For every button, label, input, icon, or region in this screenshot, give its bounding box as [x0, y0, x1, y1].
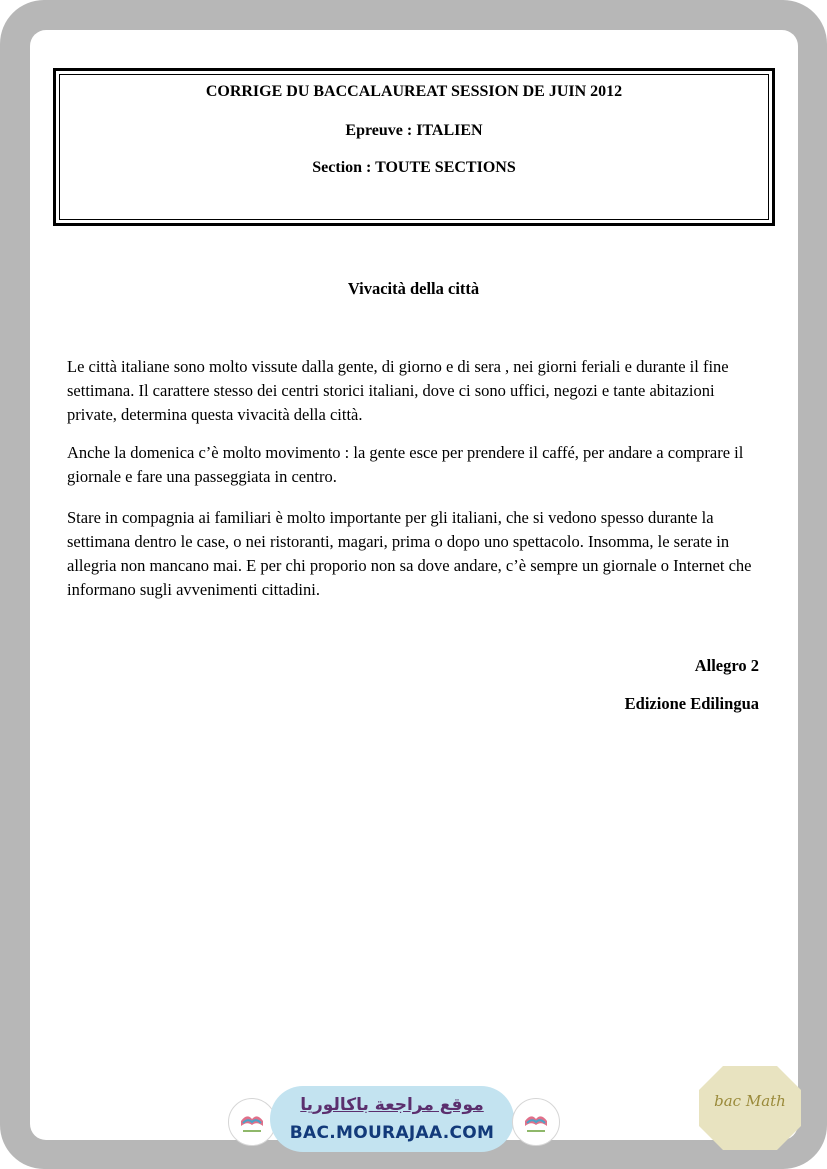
- header-inner-border: [59, 74, 769, 220]
- paragraph-3: Stare in compagnia ai familiari è molto importante per gli italiani, che si vedono spesso durante la settimana dentro le case, o nei ristoranti, magari, prima o dopo uno spettacolo. Insomma, le serate in allegria non mancano mai. E per chi proporio non sa dove andare, c’è sempre un giornale o Internet che informano sugli avvenimenti cittadini.: [67, 508, 752, 599]
- site-badge-left-icon: [228, 1098, 276, 1146]
- source-publisher: Edizione Edilingua: [624, 694, 759, 713]
- text-title: Vivacità della città: [347, 279, 480, 298]
- paragraph-2: Anche la domenica c’è molto movimento : la gente esce per prendere il caffé, per andare a comprare il giornale e fare una passeggiata in centro.: [67, 443, 744, 486]
- bac-math-logo-text: bac Math: [714, 1092, 786, 1110]
- source-book: Allegro 2: [694, 656, 759, 675]
- site-badge-right-icon: [512, 1098, 560, 1146]
- bac-math-logo: [697, 1064, 803, 1152]
- site-arabic-label: موقع مراجعة باكالوريا: [300, 1095, 484, 1115]
- site-banner[interactable]: [270, 1086, 514, 1152]
- exam-subject: Epreuve : ITALIEN: [345, 122, 483, 139]
- site-url-link[interactable]: BAC.MOURAJAA.COM: [289, 1123, 495, 1143]
- exam-title: CORRIGE DU BACCALAUREAT SESSION DE JUIN 2012: [205, 83, 623, 100]
- exam-section: Section : TOUTE SECTIONS: [312, 159, 516, 176]
- header-box: [53, 68, 775, 226]
- paragraph-1: Le città italiane sono molto vissute dalla gente, di giorno e di sera , nei giorni feriali e durante il fine settimana. Il carattere stesso dei centri storici italiani, dove ci sono uffici, negozi e tante abitazioni private, determina questa vivacità della città.: [67, 357, 729, 424]
